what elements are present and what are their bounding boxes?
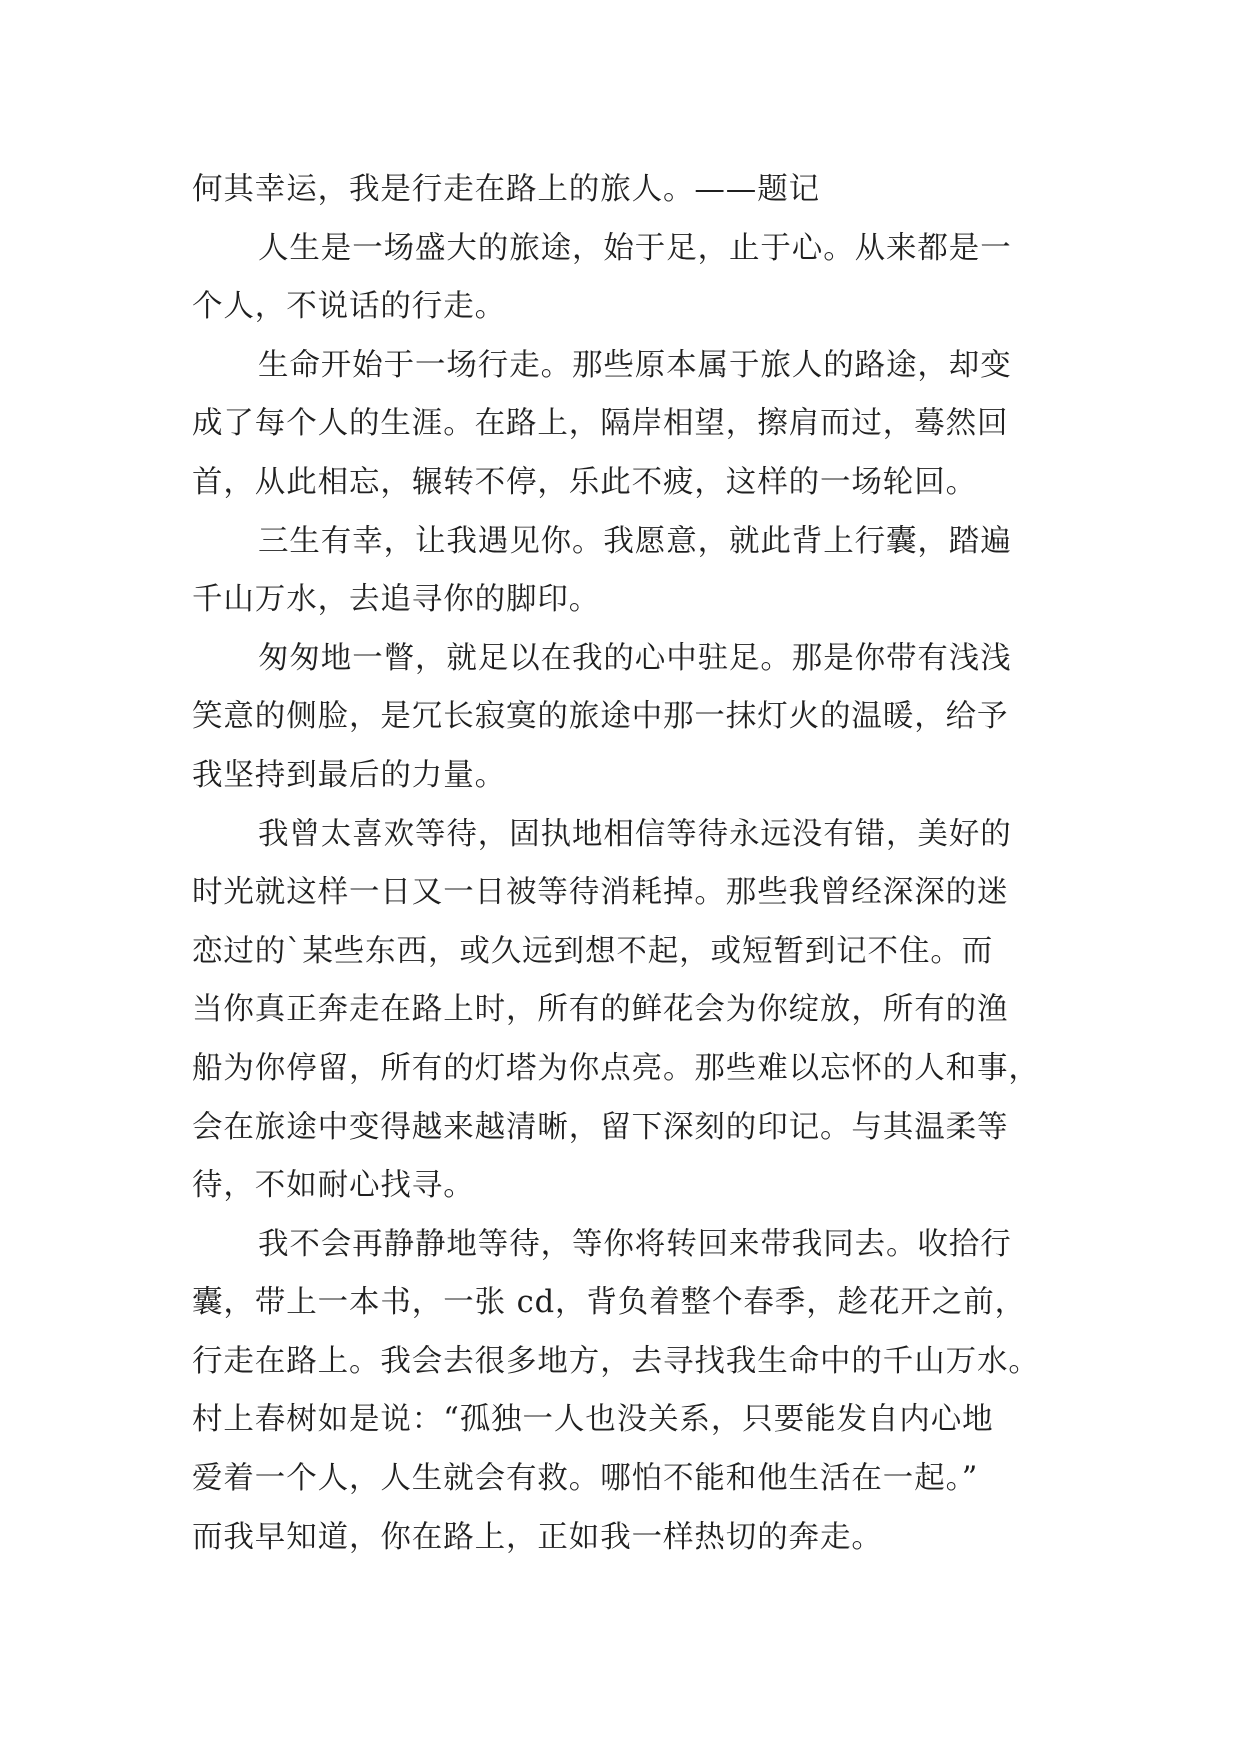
text-line: 待，不如耐心找寻。 bbox=[192, 1168, 475, 1204]
text-line: 而我早知道，你在路上，正如我一样热切的奔走。 bbox=[192, 1519, 883, 1555]
text-line: 村上春树如是说：“孤独一人也没关系，只要能发自内心地 bbox=[192, 1402, 994, 1438]
text-line: 三生有幸，让我遇见你。我愿意，就此背上行囊，踏遍 bbox=[258, 523, 1012, 559]
text-line: 会在旅途中变得越来越清晰，留下深刻的印记。与其温柔等 bbox=[192, 1109, 1009, 1145]
text-line: 当你真正奔走在路上时，所有的鲜花会为你绽放，所有的渔 bbox=[192, 992, 1009, 1028]
text-line: 船为你停留，所有的灯塔为你点亮。那些难以忘怀的人和事， bbox=[192, 1050, 1040, 1086]
text-line: 首，从此相忘，辗转不停，乐此不疲，这样的一场轮回。 bbox=[192, 464, 977, 500]
text-line: 囊，带上一本书，一张 cd，背负着整个春季，趁花开之前， bbox=[192, 1285, 1026, 1321]
text-line: 千山万水，去追寻你的脚印。 bbox=[192, 582, 601, 618]
text-line: 匆匆地一瞥，就足以在我的心中驻足。那是你带有浅浅 bbox=[258, 640, 1012, 676]
text-line: 个人，不说话的行走。 bbox=[192, 289, 506, 325]
epigraph-line: 何其幸运，我是行走在路上的旅人。——题记 bbox=[192, 172, 820, 207]
text-line: 我坚持到最后的力量。 bbox=[192, 757, 506, 793]
text-line: 爱着一个人，人生就会有救。哪怕不能和他生活在一起。” bbox=[192, 1461, 979, 1497]
text-line: 我不会再静静地等待，等你将转回来带我同去。收拾行 bbox=[258, 1226, 1012, 1262]
text-line: 恋过的`某些东西，或久远到想不起，或短暂到记不住。而 bbox=[192, 933, 994, 969]
text-line: 时光就这样一日又一日被等待消耗掉。那些我曾经深深的迷 bbox=[192, 875, 1009, 911]
text-line: 行走在路上。我会去很多地方，去寻找我生命中的千山万水。 bbox=[192, 1343, 1040, 1379]
text-line: 笑意的侧脸，是冗长寂寞的旅途中那一抹灯火的温暖，给予 bbox=[192, 699, 1009, 735]
text-line: 生命开始于一场行走。那些原本属于旅人的路途，却变 bbox=[258, 347, 1012, 383]
text-line: 人生是一场盛大的旅途，始于足，止于心。从来都是一 bbox=[258, 230, 1012, 266]
text-line: 我曾太喜欢等待，固执地相信等待永远没有错，美好的 bbox=[258, 816, 1012, 852]
text-line: 成了每个人的生涯。在路上，隔岸相望，擦肩而过，蓦然回 bbox=[192, 406, 1009, 442]
essay-body bbox=[192, 161, 1072, 1567]
